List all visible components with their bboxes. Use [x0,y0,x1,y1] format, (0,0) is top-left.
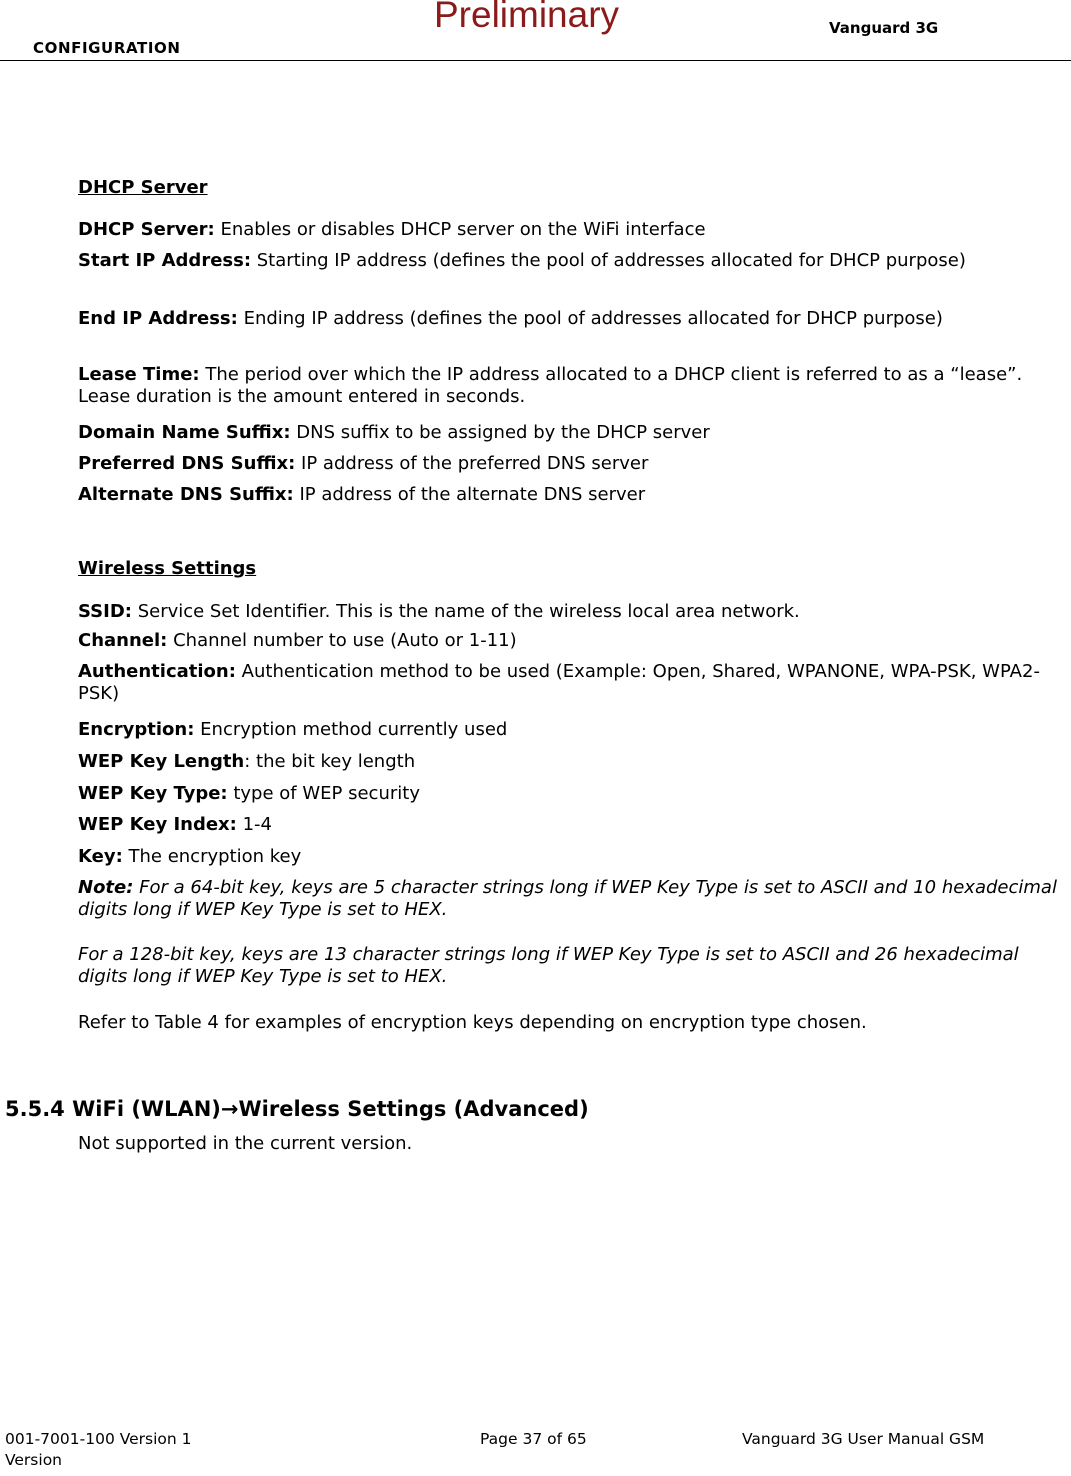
term: Preferred DNS Suffix: [78,453,296,474]
desc: : the bit key length [244,751,416,772]
footer-page-number: Page 37 of 65 [480,1430,587,1448]
section-title-part-a: WiFi (WLAN) [72,1097,221,1121]
term: Authentication: [78,661,236,682]
desc: Starting IP address (defines the pool of addresses allocated for DHCP purpose) [251,250,966,271]
footer-doc-id: 001-7001-100 Version 1 [5,1430,192,1448]
dhcp-item-lease-time [78,364,1068,408]
desc: type of WEP security [227,783,420,804]
desc: Authentication method to be used (Example: Open, Shared, WPANONE, WPA-PSK, WPA2-PSK) [78,661,1040,704]
section-title-part-b: Wireless Settings (Advanced) [238,1097,589,1121]
desc: The period over which the IP address allocated to a DHCP client is referred to as a “lease”. Lease duration is the amount entered in seconds. [78,364,1023,407]
term: WEP Key Length [78,751,245,772]
wireless-item-authentication [78,661,1068,705]
wireless-item-channel [78,630,1068,652]
term: Start IP Address: [78,250,252,271]
desc: Enables or disables DHCP server on the WiFi interface [214,219,706,240]
desc: Ending IP address (defines the pool of addresses allocated for DHCP purpose) [237,308,943,329]
wireless-section-title: Wireless Settings [78,558,257,579]
dhcp-item-alternate-dns [78,484,1068,506]
desc: Service Set Identifier. This is the name of the wireless local area network. [131,601,800,622]
wireless-item-wep-key-index [78,814,1068,836]
wireless-item-wep-key-length [78,751,1068,773]
term: Lease Time: [78,364,200,385]
note-text: For a 64-bit key, keys are 5 character strings long if WEP Key Type is set to ASCII and 10 hexadecimal digits long if WEP Key Type is set to HEX. [78,877,1057,920]
header-product-name: Vanguard 3G [829,19,939,37]
preliminary-stamp: Preliminary [434,0,620,35]
arrow-right-icon: → [220,1097,239,1121]
wireless-note-64bit [78,877,1068,921]
wireless-item-key [78,846,1068,868]
term: WEP Key Type: [78,783,228,804]
term: Channel: [78,630,168,651]
term: Domain Name Suffix: [78,422,291,443]
desc: DNS suffix to be assigned by the DHCP server [290,422,710,443]
wireless-item-ssid [78,601,1068,623]
term: DHCP Server: [78,219,215,240]
desc: The encryption key [122,846,302,867]
header-divider [0,60,1071,61]
desc: Channel number to use (Auto or 1-11) [167,630,517,651]
footer-manual-title-cont: Version [5,1451,62,1469]
dhcp-item-preferred-dns [78,453,1068,475]
wireless-item-encryption [78,719,1068,741]
dhcp-item-start-ip [78,250,1068,272]
footer-manual-title: Vanguard 3G User Manual GSM [742,1430,985,1448]
dhcp-item-server [78,219,1068,241]
term: Encryption: [78,719,195,740]
dhcp-section-title: DHCP Server [78,177,208,198]
wireless-note-128bit: For a 128-bit key, keys are 13 character strings long if WEP Key Type is set to ASCII and 26 hexadecimal digits long if WEP Key Type is set to HEX. [78,944,1019,987]
term: SSID: [78,601,132,622]
section-554-body: Not supported in the current version. [78,1133,413,1154]
section-554-heading [5,1097,589,1121]
dhcp-item-domain-suffix [78,422,1068,444]
desc: Encryption method currently used [194,719,508,740]
term: Key: [78,846,123,867]
note-label: Note: [78,877,134,898]
desc: 1-4 [236,814,272,835]
wireless-item-wep-key-type [78,783,1068,805]
wireless-table-reference: Refer to Table 4 for examples of encryption keys depending on encryption type chosen. [78,1012,867,1033]
term: WEP Key Index: [78,814,237,835]
header-section-label: CONFIGURATION [33,39,181,57]
desc: IP address of the preferred DNS server [295,453,649,474]
section-number: 5.5.4 [5,1097,65,1121]
dhcp-item-end-ip [78,308,1068,330]
term: End IP Address: [78,308,238,329]
desc: IP address of the alternate DNS server [293,484,646,505]
term: Alternate DNS Suffix: [78,484,294,505]
